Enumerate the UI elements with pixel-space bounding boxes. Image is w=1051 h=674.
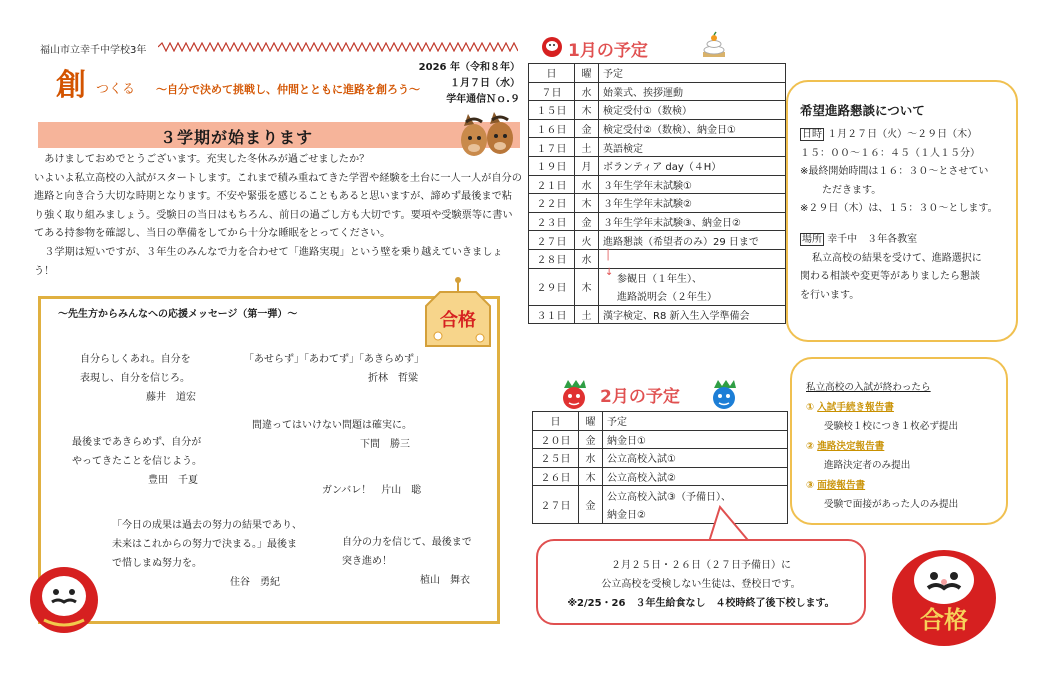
cell-date: ２７日	[529, 231, 575, 250]
table-row	[529, 175, 786, 194]
newsletter-logo: 創	[56, 68, 86, 103]
cell-event: 英語検定	[599, 138, 786, 157]
column-header: 曜	[575, 64, 599, 83]
column-header: 日	[529, 64, 575, 83]
consultation-title: 希望進路懇談について	[800, 103, 925, 118]
column-header: 日	[533, 412, 579, 431]
time-label: 日時	[802, 129, 822, 140]
cell-event: 漢字検定、R8 新入生入学準備会	[599, 305, 786, 324]
cell-event: 公立高校入試①	[603, 449, 788, 468]
cell-date: ２１日	[529, 175, 575, 194]
cell-weekday: 木	[579, 467, 603, 486]
item-desc: 進路決定者のみ提出	[824, 460, 911, 471]
intro-text	[34, 151, 522, 281]
message-text: 「今日の成果は過去の努力の結果であり、	[112, 520, 302, 531]
cell-weekday: 木	[575, 194, 599, 213]
cell-date: ２０日	[533, 430, 579, 449]
item-number: ①	[806, 401, 815, 413]
intro-paragraph: ３学期は短いですが、３年生のみんなで力を合わせて「進路実現」という壁を乗り越えていきましょう！	[34, 246, 503, 277]
table-row	[533, 430, 788, 449]
column-header: 曜	[579, 412, 603, 431]
table-row	[529, 249, 786, 268]
cell-weekday: 金	[579, 430, 603, 449]
daruma-small-icon	[540, 34, 564, 58]
consult-note: ※２９日（木）は、１５：３０～とします。	[800, 203, 998, 215]
cell-date: ７日	[529, 82, 575, 101]
cell-event: ３年生学年末試験①	[599, 175, 786, 194]
january-heading: 1月の予定	[568, 41, 648, 61]
message-ueyama	[342, 533, 492, 590]
column-header: 予定	[599, 64, 786, 83]
table-row	[529, 268, 786, 287]
cell-event: ボランティア day（４H）	[599, 156, 786, 175]
table-row	[529, 119, 786, 138]
message-text: やってきたことを信じよう。	[72, 456, 202, 467]
teacher-name: 下間 勝三	[360, 439, 410, 450]
intro-paragraph: いよいよ私立高校の入試がスタートします。これまで積み重ねてきた学習や経験を土台に一人一人が自分の進路と向き合う大切な時期となります。不安や緊張を感じることもあると思いますが、諦めず最後まで粘り強く取り組みましょう。受験日の当日はもちろん、前日の過ごし方も大切です。要項や受験票等に書いてある持参物を確認し、当日の準備をしてから十分な睡眠をとってください。	[34, 172, 522, 240]
cell-weekday: 月	[575, 156, 599, 175]
february-heading: 2月の予定	[600, 387, 680, 407]
table-row	[529, 231, 786, 250]
consult-desc: 関わる相談や変更等がありましたら懇談	[800, 271, 980, 283]
section-title: ３学期が始まります	[160, 128, 314, 147]
kagami-mochi-icon	[700, 30, 728, 58]
consultation-details	[800, 126, 1012, 305]
february-note	[546, 556, 856, 613]
date-line: １月７日（水）	[450, 78, 520, 89]
note-line: ２月２５日・２６日（２７日予備日）に	[611, 560, 791, 571]
place-value: 幸千中 ３年各教室	[827, 233, 918, 245]
message-katayama	[322, 481, 472, 500]
cell-event: 始業式、挨拶運動	[599, 82, 786, 101]
place-label: 場所	[802, 233, 822, 245]
oni-blue-icon	[708, 378, 740, 410]
cell-date: ２２日	[529, 194, 575, 213]
time-value: １月２７日（火）～２９日（木）	[827, 129, 978, 140]
intro-paragraph: あけましておめでとうございます。充実した冬休みが過ごせましたか？	[44, 154, 370, 165]
teacher-name: 植山 舞衣	[420, 575, 470, 586]
issue-date-block	[410, 60, 520, 108]
cell-weekday: 土	[575, 305, 599, 324]
consult-desc: を行います。	[800, 289, 860, 301]
teacher-name: 豊田 千夏	[148, 475, 198, 486]
cell-weekday: 水	[575, 175, 599, 194]
daruma-gokaku-icon	[888, 540, 1000, 648]
table-row	[529, 212, 786, 231]
message-text: 未来はこれからの努力で決まる。」最後ま	[112, 539, 297, 550]
table-row	[529, 101, 786, 120]
teacher-name: 折林 哲粱	[368, 373, 418, 384]
note-line: ※2/25・26 ３年生給食なし ４校時終了後下校します。	[567, 598, 835, 609]
cell-event-text: 参観日（１年生）、	[617, 274, 702, 286]
cell-date: １５日	[529, 101, 575, 120]
message-text: 表現し、自分を信じろ。	[80, 373, 190, 384]
table-row	[533, 449, 788, 468]
table-row	[533, 467, 788, 486]
cell-weekday: 金	[579, 486, 603, 523]
table-row	[529, 156, 786, 175]
cell-event: 進路説明会（２年生）	[599, 287, 786, 306]
decorative-border	[158, 42, 518, 52]
table-row	[529, 305, 786, 324]
consult-desc: 私立高校の結果を受けて、進路選択に	[812, 252, 982, 264]
item-number: ②	[806, 440, 815, 452]
cell-weekday: 木	[575, 268, 599, 305]
cell-date: ３１日	[529, 305, 575, 324]
teacher-name: 住谷 勇紀	[230, 577, 280, 588]
consult-note: ただきます。	[822, 184, 882, 196]
daruma-icon	[24, 556, 104, 636]
cell-event: ３年生学年末試験②	[599, 194, 786, 213]
cell-date: １６日	[529, 119, 575, 138]
cell-weekday: 水	[575, 249, 599, 268]
cell-event: 公立高校入試②	[603, 467, 788, 486]
cell-date: １９日	[529, 156, 575, 175]
cell-weekday: 土	[575, 138, 599, 157]
cell-date: １７日	[529, 138, 575, 157]
table-header-row	[529, 64, 786, 83]
badge-text: 合格	[440, 310, 476, 331]
cell-weekday: 火	[575, 231, 599, 250]
time-hours: １５：００～１６：４５（１人１５分）	[800, 147, 980, 159]
messages-title: ～先生方からみんなへの応援メッセージ（第一弾）～	[58, 309, 298, 320]
teacher-name: 藤井 道宏	[146, 392, 196, 403]
cell-event	[599, 268, 786, 287]
column-header: 予定	[603, 412, 788, 431]
cell-weekday: 金	[575, 212, 599, 231]
message-toyoda	[72, 433, 242, 490]
item-title: 入試手続き報告書	[817, 401, 894, 413]
note-line: 公立高校を受検しない生徒は、登校日です。	[601, 579, 801, 590]
message-text: ガンバレ！ 片山 聡	[322, 485, 422, 496]
message-sumitani	[112, 516, 322, 592]
issue-number: 学年通信Ｎｏ.９	[446, 94, 520, 105]
message-text: 突き進め！	[342, 556, 392, 567]
year-line: 2026 年（令和８年）	[418, 62, 520, 73]
cell-event: 検定受付②（数検）、納金日①	[599, 119, 786, 138]
message-text: 「あせらず」「あわてず」「あきらめず」	[244, 354, 424, 365]
item-desc: 受験で面接があった人のみ提出	[824, 499, 959, 510]
arrow-down-icon: │	[605, 249, 612, 261]
school-name: 福山市立幸千中学校3年	[40, 45, 147, 56]
message-text: 間違ってはいけない問題は確実に。	[252, 420, 412, 431]
message-text: 最後まであきらめず、自分が	[72, 437, 202, 448]
gokaku-badge	[418, 276, 498, 356]
cell-date: ２６日	[533, 467, 579, 486]
cell-event: 公立高校入試③（予備日）、	[603, 486, 788, 505]
cell-date: ２５日	[533, 449, 579, 468]
table-row	[529, 138, 786, 157]
cell-date: ２７日	[533, 486, 579, 523]
after-exam-details	[806, 378, 1006, 515]
cell-date: ２３日	[529, 212, 575, 231]
item-desc: 受験校１校につき１枚必ず提出	[824, 421, 959, 432]
cell-weekday: 水	[579, 449, 603, 468]
table-row	[529, 194, 786, 213]
after-exam-lead: 私立高校の入試が終わったら	[806, 382, 931, 393]
cell-date: ２９日	[529, 268, 575, 305]
item-title: 進路決定報告書	[817, 440, 885, 452]
message-text: 自分の力を信じて、最後まで	[342, 537, 472, 548]
arrow-down-icon: ↓	[605, 266, 614, 278]
message-orihayashi	[244, 350, 474, 388]
table-header-row	[533, 412, 788, 431]
oni-red-icon	[558, 378, 590, 410]
cell-weekday: 木	[575, 101, 599, 120]
message-text: 自分らしくあれ。自分を	[80, 354, 191, 365]
message-fujii	[80, 350, 230, 407]
logo-reading: つくる	[96, 82, 136, 97]
daruma-badge-text: 合格	[920, 606, 968, 634]
cell-date: ２８日	[529, 249, 575, 268]
cell-event: 納金日①	[603, 430, 788, 449]
cell-event-arrow	[599, 249, 786, 268]
cell-event: ３年生学年末試験③、納金日②	[599, 212, 786, 231]
cell-event: 検定受付①（数検）	[599, 101, 786, 120]
january-schedule-table	[528, 63, 786, 324]
table-row	[533, 486, 788, 505]
cell-weekday: 水	[575, 82, 599, 101]
item-title: 面接報告書	[817, 479, 866, 491]
cell-event: 進路懇談（希望者のみ）29 日まで	[599, 231, 786, 250]
consult-note: ※最終開始時間は１６：３０～とさせてい	[800, 166, 989, 178]
cell-event: 納金日②	[603, 504, 788, 523]
message-text: で惜しまぬ努力を。	[112, 558, 202, 569]
table-row	[529, 82, 786, 101]
item-number: ③	[806, 479, 815, 491]
cell-weekday: 金	[575, 119, 599, 138]
message-shimoma	[252, 416, 472, 454]
motto: ～自分で決めて挑戦し、仲間とともに進路を創ろう～	[156, 83, 420, 96]
